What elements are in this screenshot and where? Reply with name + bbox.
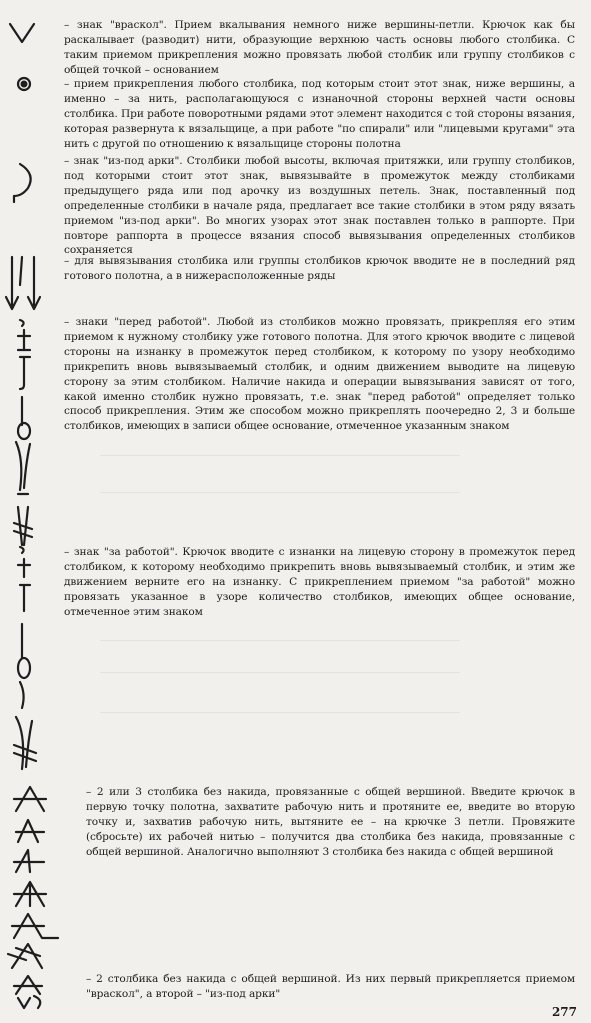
down-arrows-icon [4, 255, 48, 315]
front-post-icon [14, 318, 34, 354]
entry-lower-rows [64, 254, 575, 284]
back-post-double-icon [12, 715, 42, 775]
page-number: 277 [551, 1005, 577, 1019]
entry-text: знак "за работой". Крючок вводите с изнанки на лицевую сторону в промежуток перед столбиком, к которому необходимо прикрепить вновь вывязываемый столбик, и этим же движением верните его на изнанку. С прикреплением приемом "за работой" можно провязать указанное в узоре количество столбиков, имеющих общее основание, отмеченное этим знаком [64, 546, 575, 618]
decrease-b-icon [14, 818, 46, 844]
show-through-line [100, 640, 460, 641]
front-post-double-icon [12, 440, 38, 502]
entry-dash: – [86, 973, 97, 985]
front-post-tall-icon [14, 355, 34, 391]
entry-text: 2 столбика без накида с общей вершиной. Из них первый прикрепляется приемом "враскол", а второй – "из-под арки" [86, 973, 575, 1000]
entry-text: для вывязывания столбика или группы столбиков крючок вводите не в последний ряд готового полотна, а в нижерасположенные ряды [64, 255, 575, 282]
show-through-line [100, 492, 460, 493]
back-post-loop-icon [12, 622, 34, 712]
entry-back-loop [64, 77, 575, 152]
entry-front-post [64, 315, 575, 434]
show-through-line [100, 672, 460, 673]
entry-decrease-split-arc [86, 972, 575, 1002]
decrease-a-icon [12, 785, 48, 815]
entry-dash: – [64, 546, 74, 558]
entry-dash: – [86, 786, 97, 798]
back-post-tall-icon [14, 545, 36, 615]
entry-text: знаки "перед работой". Любой из столбиков можно провязать, прикрепляя его этим приемом к нужному столбику уже готового полотна. Для этого крючок вводите с лицевой стороны на изнанку в промежуток перед столбиком, к которому по узору необходимо прикрепить вновь вывязываемый столбик, и одним движением выводите на лицевую сторону за этим столбиком. Наличие накида и операции вывязывания зависят от того, какой именно столбик нужно провязать, т.е. знак "перед работой" определяет только способ прикрепления. Этим же способом можно прикреплять поочередно 2, 3 и больше столбиков, имеющих в записи общее основание, отмеченное указанным знаком [64, 316, 576, 433]
entry-dash: – [64, 78, 74, 90]
entry-text: 2 или 3 столбика без накида, провязанные с общей вершиной. Введите крючок в первую точку полотна, захватите рабочую нить и протяните ее, введите во вторую точку и, захватив рабочую нить, вытяните ее – на крючке 3 петли. Провяжите (сбросьте) их рабочей нитью – получится два столбика без накида, провязанные с общей вершиной. Аналогично выполняют 3 столбика без накида с общей вершиной [86, 786, 576, 858]
show-through-line [100, 455, 460, 456]
dot-circle-icon [16, 76, 32, 92]
entry-split-stitch [64, 18, 575, 78]
decrease-e-icon [10, 912, 62, 940]
decrease-c-icon [12, 848, 46, 874]
entry-text: прием прикрепления любого столбика, под которым стоит этот знак, ниже вершины, а именно – за нить, располагающуюся с изнаночной стороны верхней части основы столбика. При работе поворотными рядами этот элемент находится с той стороны вязания, которая развернута к вязальщице, а при работе "по спирали" или "лицевыми кругами" эта нить с другой по отношению к вязальщице стороны полотна [64, 78, 575, 150]
entry-under-arch [64, 154, 575, 258]
decrease-d-icon [12, 880, 48, 908]
show-through-line [100, 712, 460, 713]
decrease-f-icon [6, 942, 50, 970]
entry-text: знак "из-под арки". Столбики любой высоты, включая притяжки, или группу столбиков, под которыми стоит этот знак, вывязывайте в промежуток между столбиками предыдущего ряда или под арочку из воздушных петель. Знак, поставленный под определенные столбики в начале ряда, предлагает все такие столбики в этом ряду вязать приемом "из-под арки". Во многих узорах этот знак поставлен только в раппорте. При повторе раппорта в процессе вязания способ вывязывания определенных столбиков сохраняется [64, 155, 576, 257]
v-split-icon [8, 22, 36, 44]
entry-dash: – [64, 316, 76, 328]
entry-dash: – [64, 19, 77, 31]
entry-dash: – [64, 255, 75, 267]
entry-text: знак "враскол". Прием вкалывания немного ниже вершины-петли. Крючок как бы раскалывает (разводит) нити, образующие верхнюю часть основы любого столбика. С таким приемом прикрепления можно провязать любой столбик или группу столбиков с общей точкой – основанием [64, 19, 576, 76]
entry-dash: – [64, 155, 74, 167]
entry-decrease [86, 785, 575, 860]
arc-hook-icon [10, 162, 40, 202]
decrease-split-arc-icon [12, 974, 48, 1010]
front-post-loop-icon [12, 395, 34, 441]
entry-back-post [64, 545, 575, 620]
